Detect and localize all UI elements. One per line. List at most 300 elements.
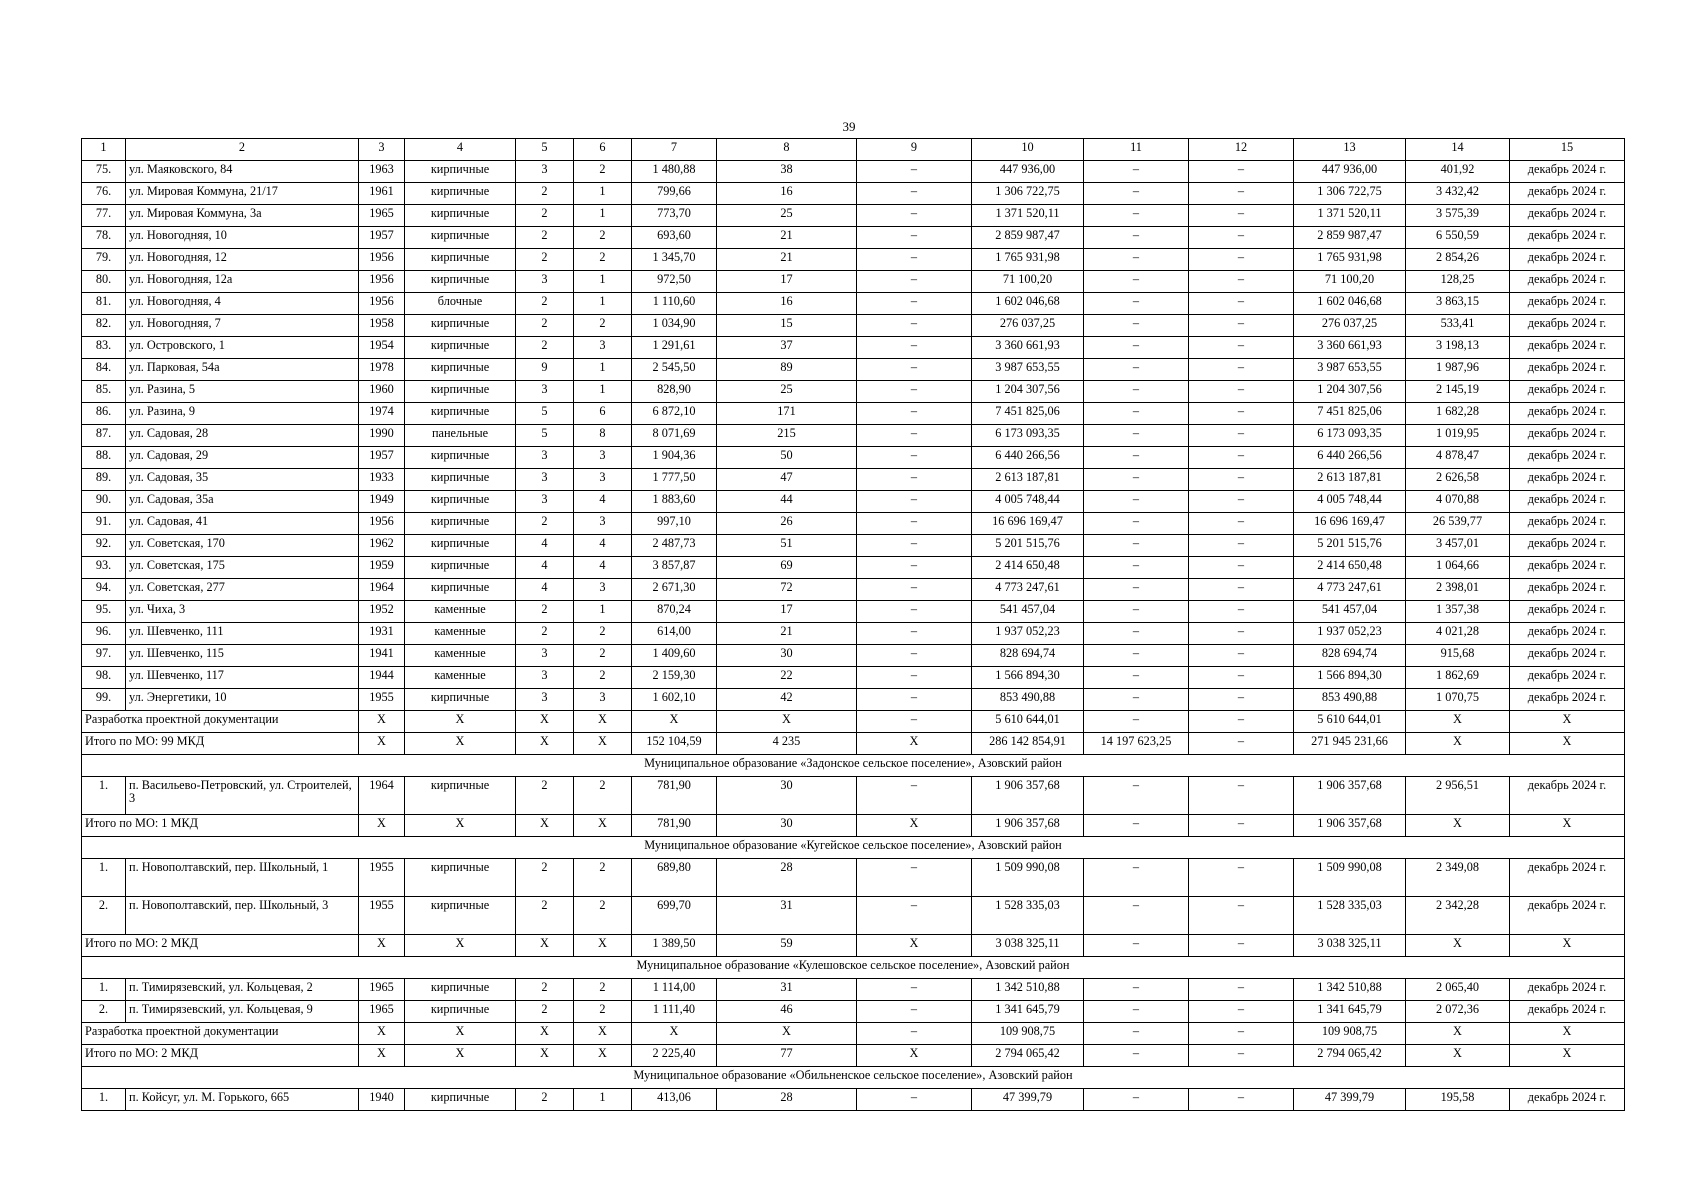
table-cell: – bbox=[1189, 777, 1294, 815]
address-cell: ул. Чиха, 3 bbox=[126, 601, 359, 623]
address-cell: ул. Мировая Коммуна, 21/17 bbox=[126, 183, 359, 205]
address-cell: ул. Садовая, 41 bbox=[126, 513, 359, 535]
section-title: Муниципальное образование «Кулешовское сельское поселение», Азовский район bbox=[82, 957, 1625, 979]
summary-cell: 5 610 644,01 bbox=[972, 711, 1084, 733]
table-cell: 4 bbox=[516, 579, 574, 601]
table-cell: 1 904,36 bbox=[632, 447, 717, 469]
table-cell: 853 490,88 bbox=[1294, 689, 1406, 711]
table-cell: 3 bbox=[574, 689, 632, 711]
table-cell: – bbox=[1189, 447, 1294, 469]
table-cell: – bbox=[1189, 1001, 1294, 1023]
table-cell: – bbox=[1189, 293, 1294, 315]
table-cell: – bbox=[1084, 535, 1189, 557]
summary-cell: X bbox=[574, 815, 632, 837]
table-cell: декабрь 2024 г. bbox=[1510, 205, 1625, 227]
table-row bbox=[82, 859, 1625, 897]
table-cell: 972,50 bbox=[632, 271, 717, 293]
table-cell: 2 613 187,81 bbox=[1294, 469, 1406, 491]
table-row bbox=[82, 623, 1625, 645]
table-row bbox=[82, 271, 1625, 293]
table-cell: – bbox=[1084, 249, 1189, 271]
summary-cell: X bbox=[516, 1045, 574, 1067]
table-cell: 28 bbox=[717, 1089, 857, 1111]
table-cell: кирпичные bbox=[405, 689, 516, 711]
table-cell: – bbox=[857, 161, 972, 183]
table-cell: 1 528 335,03 bbox=[972, 897, 1084, 935]
table-cell: – bbox=[1189, 579, 1294, 601]
address-cell: ул. Энергетики, 10 bbox=[126, 689, 359, 711]
summary-cell: X bbox=[632, 1023, 717, 1045]
table-cell: – bbox=[1189, 183, 1294, 205]
column-header: 14 bbox=[1406, 139, 1510, 161]
table-row bbox=[82, 1001, 1625, 1023]
row-number-cell: 82. bbox=[82, 315, 126, 337]
summary-cell: 4 235 bbox=[717, 733, 857, 755]
table-row bbox=[82, 667, 1625, 689]
address-cell: ул. Новогодняя, 7 bbox=[126, 315, 359, 337]
table-cell: 1 987,96 bbox=[1406, 359, 1510, 381]
table-cell: 1 862,69 bbox=[1406, 667, 1510, 689]
summary-cell: 2 225,40 bbox=[632, 1045, 717, 1067]
table-cell: 3 bbox=[574, 469, 632, 491]
table-cell: декабрь 2024 г. bbox=[1510, 381, 1625, 403]
table-row bbox=[82, 897, 1625, 935]
row-number-cell: 1. bbox=[82, 979, 126, 1001]
table-cell: 2 bbox=[574, 645, 632, 667]
table-cell: – bbox=[857, 447, 972, 469]
address-cell: ул. Садовая, 29 bbox=[126, 447, 359, 469]
summary-cell: 109 908,75 bbox=[972, 1023, 1084, 1045]
section-title: Муниципальное образование «Задонское сельское поселение», Азовский район bbox=[82, 755, 1625, 777]
summary-cell: X bbox=[516, 711, 574, 733]
summary-cell: X bbox=[405, 935, 516, 957]
table-cell: 853 490,88 bbox=[972, 689, 1084, 711]
table-cell: 1957 bbox=[359, 227, 405, 249]
table-cell: – bbox=[857, 249, 972, 271]
table-cell: декабрь 2024 г. bbox=[1510, 491, 1625, 513]
table-cell: 1963 bbox=[359, 161, 405, 183]
table-cell: – bbox=[1189, 315, 1294, 337]
table-cell: 2 bbox=[574, 315, 632, 337]
summary-cell: X bbox=[405, 711, 516, 733]
summary-cell: 1 906 357,68 bbox=[1294, 815, 1406, 837]
table-cell: 1 341 645,79 bbox=[972, 1001, 1084, 1023]
table-cell: – bbox=[857, 579, 972, 601]
table-cell: 2 bbox=[574, 667, 632, 689]
table-cell: декабрь 2024 г. bbox=[1510, 425, 1625, 447]
table-cell: 1 034,90 bbox=[632, 315, 717, 337]
address-cell: ул. Новогодняя, 12 bbox=[126, 249, 359, 271]
table-cell: – bbox=[857, 469, 972, 491]
table-cell: кирпичные bbox=[405, 535, 516, 557]
column-header: 15 bbox=[1510, 139, 1625, 161]
table-cell: 3 bbox=[574, 447, 632, 469]
summary-cell: – bbox=[1084, 935, 1189, 957]
row-number-cell: 95. bbox=[82, 601, 126, 623]
table-cell: – bbox=[1084, 897, 1189, 935]
table-cell: 1 204 307,56 bbox=[972, 381, 1084, 403]
row-number-cell: 2. bbox=[82, 1001, 126, 1023]
column-header: 10 bbox=[972, 139, 1084, 161]
table-cell: 1960 bbox=[359, 381, 405, 403]
table-cell: 1 566 894,30 bbox=[1294, 667, 1406, 689]
table-cell: декабрь 2024 г. bbox=[1510, 623, 1625, 645]
table-cell: 2 414 650,48 bbox=[972, 557, 1084, 579]
address-cell: п. Новополтавский, пер. Школьный, 3 bbox=[126, 897, 359, 935]
table-cell: 46 bbox=[717, 1001, 857, 1023]
table-cell: 2 398,01 bbox=[1406, 579, 1510, 601]
table-cell: – bbox=[857, 623, 972, 645]
table-cell: декабрь 2024 г. bbox=[1510, 1001, 1625, 1023]
summary-cell: 152 104,59 bbox=[632, 733, 717, 755]
table-cell: 69 bbox=[717, 557, 857, 579]
table-cell: – bbox=[1189, 1089, 1294, 1111]
table-cell: 2 bbox=[516, 859, 574, 897]
table-cell: кирпичные bbox=[405, 897, 516, 935]
table-cell: кирпичные bbox=[405, 579, 516, 601]
table-cell: кирпичные bbox=[405, 447, 516, 469]
table-cell: – bbox=[1084, 337, 1189, 359]
table-cell: 128,25 bbox=[1406, 271, 1510, 293]
table-cell: 4 070,88 bbox=[1406, 491, 1510, 513]
table-cell: – bbox=[857, 535, 972, 557]
summary-cell: 2 794 065,42 bbox=[972, 1045, 1084, 1067]
row-number-cell: 90. bbox=[82, 491, 126, 513]
table-cell: 447 936,00 bbox=[972, 161, 1084, 183]
summary-cell: X bbox=[857, 935, 972, 957]
table-cell: 401,92 bbox=[1406, 161, 1510, 183]
summary-cell: 271 945 231,66 bbox=[1294, 733, 1406, 755]
table-cell: – bbox=[1084, 161, 1189, 183]
row-number-cell: 91. bbox=[82, 513, 126, 535]
summary-cell: – bbox=[1189, 711, 1294, 733]
summary-label: Итого по МО: 99 МКД bbox=[82, 733, 359, 755]
table-cell: 6 173 093,35 bbox=[972, 425, 1084, 447]
table-cell: блочные bbox=[405, 293, 516, 315]
table-cell: 2 854,26 bbox=[1406, 249, 1510, 271]
row-number-cell: 1. bbox=[82, 1089, 126, 1111]
table-cell: 3 198,13 bbox=[1406, 337, 1510, 359]
table-cell: 828,90 bbox=[632, 381, 717, 403]
table-cell: – bbox=[857, 381, 972, 403]
table-cell: – bbox=[1189, 161, 1294, 183]
table-cell: – bbox=[1084, 979, 1189, 1001]
table-cell: – bbox=[1084, 623, 1189, 645]
table-cell: 5 201 515,76 bbox=[972, 535, 1084, 557]
table-cell: – bbox=[1189, 359, 1294, 381]
table-cell: кирпичные bbox=[405, 381, 516, 403]
table-cell: 1958 bbox=[359, 315, 405, 337]
summary-cell: – bbox=[857, 1023, 972, 1045]
table-cell: 71 100,20 bbox=[1294, 271, 1406, 293]
table-cell: 9 bbox=[516, 359, 574, 381]
table-row bbox=[82, 689, 1625, 711]
summary-cell: X bbox=[405, 1045, 516, 1067]
summary-row bbox=[82, 1045, 1625, 1067]
table-cell: 773,70 bbox=[632, 205, 717, 227]
table-cell: – bbox=[1189, 425, 1294, 447]
table-cell: 915,68 bbox=[1406, 645, 1510, 667]
table-cell: – bbox=[1084, 403, 1189, 425]
table-cell: 17 bbox=[717, 271, 857, 293]
table-cell: 6 173 093,35 bbox=[1294, 425, 1406, 447]
summary-cell: X bbox=[857, 1045, 972, 1067]
address-cell: п. Васильево-Петровский, ул. Строителей, 3 bbox=[126, 777, 359, 815]
table-cell: 47 bbox=[717, 469, 857, 491]
table-cell: декабрь 2024 г. bbox=[1510, 161, 1625, 183]
summary-cell: 30 bbox=[717, 815, 857, 837]
summary-cell: 1 906 357,68 bbox=[972, 815, 1084, 837]
table-cell: 2 859 987,47 bbox=[1294, 227, 1406, 249]
table-cell: 1 371 520,11 bbox=[1294, 205, 1406, 227]
table-cell: 2 bbox=[516, 315, 574, 337]
table-cell: – bbox=[1084, 315, 1189, 337]
table-cell: 4 005 748,44 bbox=[1294, 491, 1406, 513]
table-cell: кирпичные bbox=[405, 271, 516, 293]
table-cell: – bbox=[857, 1089, 972, 1111]
table-cell: 2 bbox=[516, 227, 574, 249]
table-cell: 3 987 653,55 bbox=[1294, 359, 1406, 381]
table-cell: 2 072,36 bbox=[1406, 1001, 1510, 1023]
table-cell: декабрь 2024 г. bbox=[1510, 667, 1625, 689]
table-cell: 26 bbox=[717, 513, 857, 535]
column-header: 7 bbox=[632, 139, 717, 161]
table-cell: 1 bbox=[574, 381, 632, 403]
summary-cell: X bbox=[857, 733, 972, 755]
table-cell: 2 414 650,48 bbox=[1294, 557, 1406, 579]
section-header-row bbox=[82, 1067, 1625, 1089]
table-cell: 2 bbox=[574, 897, 632, 935]
table-cell: кирпичные bbox=[405, 491, 516, 513]
table-cell: 4 878,47 bbox=[1406, 447, 1510, 469]
row-number-cell: 79. bbox=[82, 249, 126, 271]
table-cell: 1 bbox=[574, 601, 632, 623]
row-number-cell: 81. bbox=[82, 293, 126, 315]
summary-row bbox=[82, 711, 1625, 733]
table-cell: – bbox=[857, 979, 972, 1001]
table-cell: 5 bbox=[516, 425, 574, 447]
table-cell: декабрь 2024 г. bbox=[1510, 579, 1625, 601]
table-cell: 3 bbox=[574, 337, 632, 359]
table-cell: 1 566 894,30 bbox=[972, 667, 1084, 689]
table-cell: 2 349,08 bbox=[1406, 859, 1510, 897]
table-cell: 171 bbox=[717, 403, 857, 425]
table-cell: кирпичные bbox=[405, 359, 516, 381]
table-cell: – bbox=[857, 359, 972, 381]
summary-cell: 3 038 325,11 bbox=[1294, 935, 1406, 957]
summary-cell: X bbox=[574, 733, 632, 755]
table-cell: – bbox=[857, 337, 972, 359]
table-cell: – bbox=[1189, 271, 1294, 293]
table-cell: 3 360 661,93 bbox=[972, 337, 1084, 359]
column-number-row bbox=[82, 139, 1625, 161]
table-cell: – bbox=[857, 183, 972, 205]
summary-cell: X bbox=[516, 1023, 574, 1045]
table-body bbox=[82, 161, 1625, 1111]
table-cell: 1 bbox=[574, 293, 632, 315]
summary-cell: X bbox=[574, 1023, 632, 1045]
table-cell: 413,06 bbox=[632, 1089, 717, 1111]
table-cell: каменные bbox=[405, 623, 516, 645]
table-cell: 4 bbox=[574, 535, 632, 557]
table-cell: – bbox=[1189, 469, 1294, 491]
table-cell: кирпичные bbox=[405, 249, 516, 271]
table-cell: 1964 bbox=[359, 777, 405, 815]
table-cell: 1 883,60 bbox=[632, 491, 717, 513]
table-cell: 21 bbox=[717, 623, 857, 645]
column-header: 12 bbox=[1189, 139, 1294, 161]
table-cell: – bbox=[1084, 557, 1189, 579]
table-cell: – bbox=[1084, 293, 1189, 315]
summary-label: Итого по МО: 2 МКД bbox=[82, 1045, 359, 1067]
table-cell: 4 005 748,44 bbox=[972, 491, 1084, 513]
column-header: 13 bbox=[1294, 139, 1406, 161]
address-cell: ул. Шевченко, 115 bbox=[126, 645, 359, 667]
table-cell: 533,41 bbox=[1406, 315, 1510, 337]
table-cell: 614,00 bbox=[632, 623, 717, 645]
table-cell: кирпичные bbox=[405, 337, 516, 359]
table-cell: 1959 bbox=[359, 557, 405, 579]
summary-cell: X bbox=[359, 1045, 405, 1067]
table-cell: – bbox=[1189, 667, 1294, 689]
table-cell: – bbox=[857, 777, 972, 815]
row-number-cell: 77. bbox=[82, 205, 126, 227]
table-cell: – bbox=[857, 645, 972, 667]
section-header-row bbox=[82, 957, 1625, 979]
table-cell: кирпичные bbox=[405, 979, 516, 1001]
table-cell: – bbox=[1189, 689, 1294, 711]
table-cell: – bbox=[857, 513, 972, 535]
table-cell: каменные bbox=[405, 645, 516, 667]
table-cell: 3 bbox=[574, 579, 632, 601]
table-cell: 6 550,59 bbox=[1406, 227, 1510, 249]
table-cell: 2 bbox=[574, 859, 632, 897]
table-cell: 1 765 931,98 bbox=[972, 249, 1084, 271]
table-row bbox=[82, 359, 1625, 381]
table-cell: 3 bbox=[516, 161, 574, 183]
table-cell: 1954 bbox=[359, 337, 405, 359]
summary-cell: X bbox=[1510, 733, 1625, 755]
table-cell: 21 bbox=[717, 249, 857, 271]
table-cell: 1 602 046,68 bbox=[972, 293, 1084, 315]
summary-cell: X bbox=[1406, 1045, 1510, 1067]
table-cell: 30 bbox=[717, 645, 857, 667]
row-number-cell: 98. bbox=[82, 667, 126, 689]
table-cell: 1 bbox=[574, 271, 632, 293]
table-cell: 2 bbox=[516, 249, 574, 271]
table-cell: 1 070,75 bbox=[1406, 689, 1510, 711]
table-cell: – bbox=[1084, 645, 1189, 667]
summary-cell: X bbox=[359, 733, 405, 755]
row-number-cell: 2. bbox=[82, 897, 126, 935]
table-cell: 22 bbox=[717, 667, 857, 689]
table-cell: 1961 bbox=[359, 183, 405, 205]
table-cell: 1 777,50 bbox=[632, 469, 717, 491]
table-cell: 26 539,77 bbox=[1406, 513, 1510, 535]
table-cell: 1 937 052,23 bbox=[1294, 623, 1406, 645]
table-row bbox=[82, 601, 1625, 623]
table-cell: – bbox=[1084, 601, 1189, 623]
summary-label: Разработка проектной документации bbox=[82, 1023, 359, 1045]
summary-cell: 2 794 065,42 bbox=[1294, 1045, 1406, 1067]
table-row bbox=[82, 491, 1625, 513]
summary-cell: 286 142 854,91 bbox=[972, 733, 1084, 755]
table-cell: 3 575,39 bbox=[1406, 205, 1510, 227]
table-cell: 2 859 987,47 bbox=[972, 227, 1084, 249]
table-cell: – bbox=[1189, 557, 1294, 579]
row-number-cell: 94. bbox=[82, 579, 126, 601]
table-cell: 1 371 520,11 bbox=[972, 205, 1084, 227]
table-cell: 828 694,74 bbox=[972, 645, 1084, 667]
table-cell: 1978 bbox=[359, 359, 405, 381]
table-row bbox=[82, 337, 1625, 359]
table-row bbox=[82, 645, 1625, 667]
table-cell: декабрь 2024 г. bbox=[1510, 513, 1625, 535]
summary-cell: 109 908,75 bbox=[1294, 1023, 1406, 1045]
summary-cell: 781,90 bbox=[632, 815, 717, 837]
table-cell: кирпичные bbox=[405, 403, 516, 425]
table-cell: 4 bbox=[516, 557, 574, 579]
summary-cell: – bbox=[1189, 935, 1294, 957]
table-cell: 4 bbox=[574, 557, 632, 579]
table-cell: – bbox=[857, 689, 972, 711]
summary-cell: 1 389,50 bbox=[632, 935, 717, 957]
table-cell: – bbox=[1084, 491, 1189, 513]
table-cell: 1 906 357,68 bbox=[1294, 777, 1406, 815]
row-number-cell: 78. bbox=[82, 227, 126, 249]
table-row bbox=[82, 777, 1625, 815]
table-cell: 1964 bbox=[359, 579, 405, 601]
table-cell: декабрь 2024 г. bbox=[1510, 469, 1625, 491]
table-cell: 8 bbox=[574, 425, 632, 447]
table-cell: каменные bbox=[405, 601, 516, 623]
table-cell: 1944 bbox=[359, 667, 405, 689]
address-cell: ул. Садовая, 35а bbox=[126, 491, 359, 513]
table-cell: 276 037,25 bbox=[1294, 315, 1406, 337]
table-cell: – bbox=[1189, 645, 1294, 667]
table-cell: – bbox=[1189, 979, 1294, 1001]
table-cell: 3 bbox=[516, 469, 574, 491]
table-cell: 2 bbox=[516, 623, 574, 645]
summary-cell: – bbox=[1189, 1045, 1294, 1067]
row-number-cell: 86. bbox=[82, 403, 126, 425]
table-cell: 3 987 653,55 bbox=[972, 359, 1084, 381]
table-row bbox=[82, 381, 1625, 403]
table-cell: панельные bbox=[405, 425, 516, 447]
table-cell: 1 019,95 bbox=[1406, 425, 1510, 447]
section-header-row bbox=[82, 837, 1625, 859]
table-cell: 2 342,28 bbox=[1406, 897, 1510, 935]
table-cell: 2 bbox=[516, 513, 574, 535]
table-cell: 2 bbox=[516, 1001, 574, 1023]
table-cell: 2 626,58 bbox=[1406, 469, 1510, 491]
table-cell: – bbox=[1189, 337, 1294, 359]
row-number-cell: 93. bbox=[82, 557, 126, 579]
table-cell: 1 306 722,75 bbox=[1294, 183, 1406, 205]
table-cell: 89 bbox=[717, 359, 857, 381]
table-cell: 7 451 825,06 bbox=[972, 403, 1084, 425]
row-number-cell: 85. bbox=[82, 381, 126, 403]
table-cell: декабрь 2024 г. bbox=[1510, 689, 1625, 711]
table-cell: кирпичные bbox=[405, 859, 516, 897]
table-row bbox=[82, 227, 1625, 249]
address-cell: ул. Шевченко, 117 bbox=[126, 667, 359, 689]
table-cell: 2 bbox=[574, 249, 632, 271]
table-cell: 1 204 307,56 bbox=[1294, 381, 1406, 403]
summary-cell: X bbox=[359, 935, 405, 957]
column-header: 2 bbox=[126, 139, 359, 161]
table-cell: кирпичные bbox=[405, 227, 516, 249]
